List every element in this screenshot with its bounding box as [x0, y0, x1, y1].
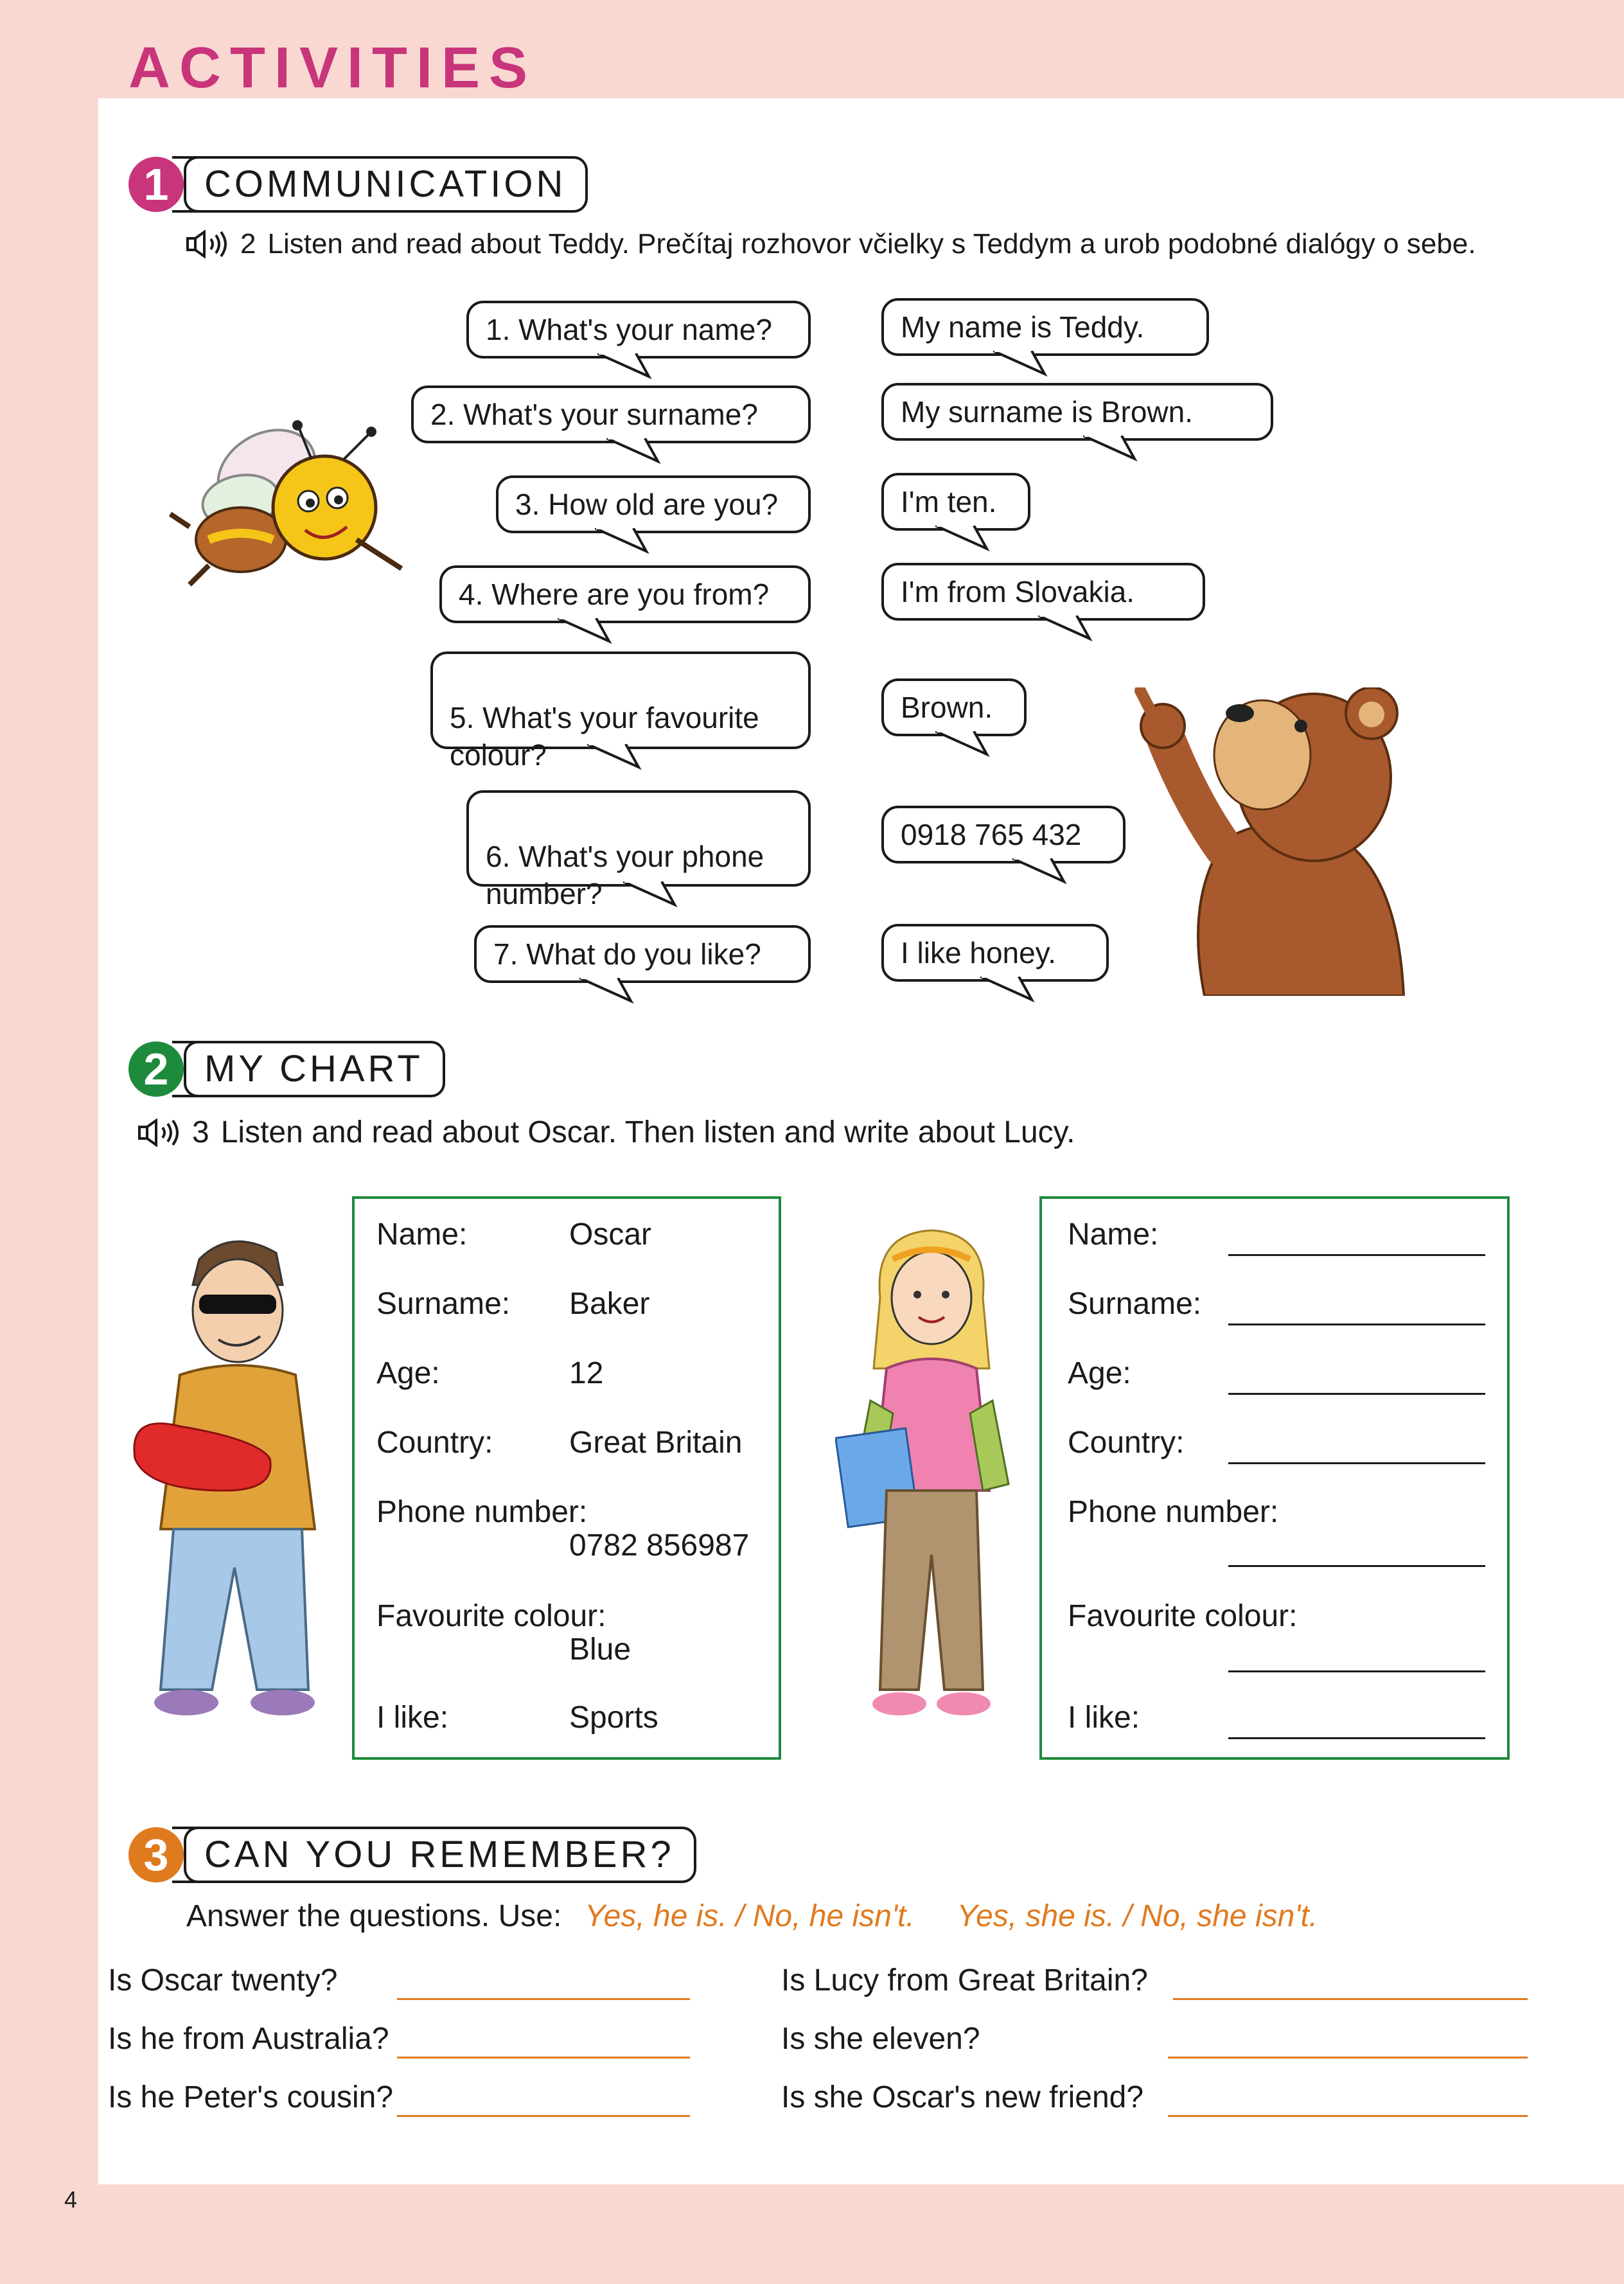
bubble-tail [993, 351, 1051, 376]
answer-bubble [881, 924, 1109, 982]
write-line[interactable] [1228, 1254, 1485, 1256]
answer-line[interactable] [397, 2057, 690, 2058]
answer-bubble [881, 473, 1030, 531]
question-bubble [430, 651, 811, 772]
question-right: Is Lucy from Great Britain? [781, 1963, 1148, 1997]
question-bubble [474, 925, 811, 983]
oscar-chart [352, 1196, 781, 1760]
answer-text: Brown. [901, 691, 993, 724]
question-bubble [496, 475, 811, 533]
answer-bubble [881, 383, 1273, 441]
write-line[interactable] [1228, 1737, 1485, 1739]
section-number: 1 [128, 157, 184, 212]
instruction-text: Listen and read about Teddy. Prečítaj rozhovor včielky s Teddym a urob podobné dialógy o sebe. [267, 228, 1476, 260]
track-number: 2 [240, 228, 256, 260]
field-label: Phone number: [1068, 1495, 1279, 1529]
answer-text: 0918 765 432 [901, 818, 1082, 851]
question-text: 3. How old are you? [515, 488, 779, 521]
answer-line[interactable] [397, 2115, 690, 2117]
field-label: Phone number: [376, 1495, 588, 1529]
bubble-tail [980, 977, 1038, 1002]
field-value: 0782 856987 [569, 1528, 750, 1563]
question-text: 6. What's your phone number? [486, 840, 764, 910]
write-line[interactable] [1228, 1565, 1485, 1567]
section-2-instruction [138, 1115, 1075, 1150]
speaker-icon[interactable] [138, 1119, 183, 1147]
section-title: CAN YOU REMEMBER? [172, 1827, 696, 1883]
answer-text: My name is Teddy. [901, 310, 1145, 344]
question-right: Is she eleven? [781, 2022, 980, 2056]
section-3-heading [128, 1827, 696, 1883]
field-value: Baker [569, 1287, 650, 1321]
answer-line[interactable] [1168, 2115, 1528, 2117]
bubble-tail [1038, 615, 1096, 641]
bubble-tail [935, 731, 993, 757]
answer-line[interactable] [397, 1998, 690, 2000]
question-bubble [466, 790, 811, 910]
answer-bubble [881, 678, 1027, 736]
question-right: Is she Oscar's new friend? [781, 2080, 1144, 2114]
field-label: Name: [1068, 1217, 1159, 1252]
bubble-tail [558, 618, 615, 644]
answer-bubble [881, 563, 1205, 621]
instruction-text: Answer the questions. Use: [186, 1899, 562, 1933]
bubble-tail [595, 528, 653, 554]
section-1-instruction [186, 228, 1476, 260]
question-left: Is he Peter's cousin? [108, 2080, 394, 2114]
bubble-tail [597, 353, 655, 379]
question-bubble [466, 301, 811, 359]
answer-option-he: Yes, he is. / No, he isn't. [585, 1899, 915, 1933]
section-1-heading [128, 156, 588, 213]
track-number: 3 [192, 1115, 209, 1149]
bear-illustration [1127, 687, 1417, 996]
answer-line[interactable] [1173, 1998, 1528, 2000]
write-line[interactable] [1228, 1323, 1485, 1325]
bee-illustration [164, 411, 434, 617]
section-number: 3 [128, 1827, 184, 1882]
field-label: I like: [376, 1701, 449, 1735]
field-label: Age: [1068, 1356, 1131, 1390]
question-text: 1. What's your name? [486, 313, 772, 346]
section-3-instruction [186, 1899, 1318, 1934]
write-line[interactable] [1228, 1462, 1485, 1464]
field-value: Great Britain [569, 1426, 743, 1460]
field-label: Country: [1068, 1426, 1185, 1460]
field-label: Favourite colour: [1068, 1599, 1298, 1633]
answer-option-she: Yes, she is. / No, she isn't. [957, 1899, 1318, 1933]
lucy-illustration [835, 1221, 1028, 1735]
page-title: ACTIVITIES [128, 36, 537, 100]
field-label: Country: [376, 1426, 493, 1460]
section-2-heading [128, 1041, 445, 1097]
oscar-illustration [122, 1234, 340, 1735]
field-label: Surname: [376, 1287, 511, 1321]
bubble-tail [1083, 436, 1141, 461]
field-label: I like: [1068, 1701, 1140, 1735]
section-title: MY CHART [172, 1041, 445, 1097]
answer-text: I'm ten. [901, 485, 997, 518]
bubble-tail [935, 526, 993, 551]
write-line[interactable] [1228, 1670, 1485, 1672]
answer-bubble [881, 298, 1209, 356]
field-label: Surname: [1068, 1287, 1202, 1321]
answer-line[interactable] [1168, 2057, 1528, 2058]
question-bubble [411, 385, 811, 443]
bubble-tail [606, 438, 664, 464]
bubble-tail [623, 881, 681, 907]
field-value: Oscar [569, 1217, 652, 1252]
instruction-text: Listen and read about Oscar. Then listen and write about Lucy. [220, 1115, 1075, 1149]
answer-text: I'm from Slovakia. [901, 575, 1135, 608]
question-left: Is he from Australia? [108, 2022, 389, 2056]
field-value: 12 [569, 1356, 604, 1390]
question-text: 2. What's your surname? [430, 398, 758, 431]
bubble-tail [1012, 858, 1070, 884]
field-label: Name: [376, 1217, 468, 1252]
field-label: Favourite colour: [376, 1599, 606, 1633]
section-number: 2 [128, 1041, 184, 1097]
section-title: COMMUNICATION [172, 156, 588, 213]
lucy-chart [1039, 1196, 1510, 1760]
answer-text: My surname is Brown. [901, 395, 1194, 429]
speaker-icon[interactable] [186, 230, 231, 258]
bubble-tail [579, 978, 637, 1004]
answer-bubble [881, 806, 1125, 863]
question-text: 5. What's your favourite colour? [450, 701, 759, 772]
field-value: Sports [569, 1701, 658, 1735]
field-value: Blue [569, 1633, 631, 1667]
question-left: Is Oscar twenty? [108, 1963, 338, 1997]
bubble-tail [587, 744, 645, 770]
field-label: Age: [376, 1356, 440, 1390]
question-text: 4. Where are you from? [459, 578, 770, 611]
write-line[interactable] [1228, 1393, 1485, 1395]
question-bubble [439, 565, 811, 623]
question-text: 7. What do you like? [493, 937, 761, 971]
answer-text: I like honey. [901, 936, 1057, 969]
page-number: 4 [64, 2186, 78, 2213]
